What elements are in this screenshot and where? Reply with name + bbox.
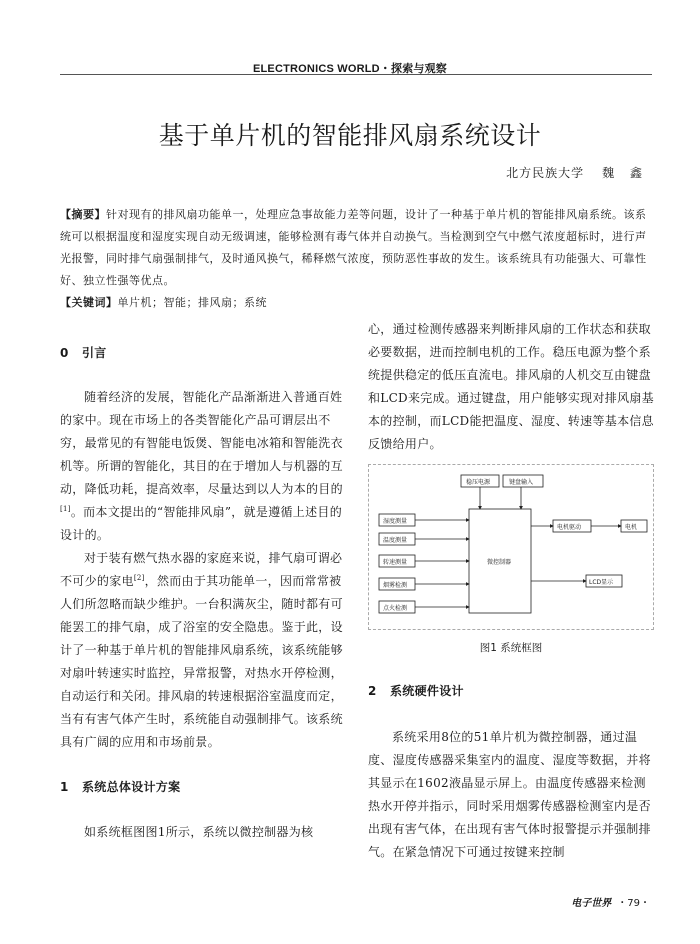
smoke-label: 烟雾检测 <box>383 582 408 589</box>
ignition-label: 点火检测 <box>383 605 408 612</box>
speed-label: 转速测量 <box>383 559 408 566</box>
citation-2: [2] <box>133 574 145 582</box>
abstract <box>60 204 654 314</box>
keyboard-label: 键盘输入 <box>509 479 534 486</box>
author-affiliation: 北方民族大学 <box>506 166 585 180</box>
design-paragraph-cont: 心，通过检测传感器来判断排风扇的工作状态和获取必要数据，进而控制电机的工作。稳压电源为整个系统提供稳定的低压直流电。排风扇的人机交互由键盘和LCD来完成。通过键盘，用户能够实现对排风扇基本的控制，而LCD能把温度、湿度、转速等基本信息反馈给用户。 <box>368 322 654 451</box>
journal-header: ELECTRONICS WORLD・探索与观察 <box>252 63 448 75</box>
right-column-bottom <box>368 680 654 864</box>
system-block-diagram <box>368 464 654 630</box>
keywords-text: 单片机；智能；排风扇；系统 <box>117 296 267 309</box>
author-name: 魏 鑫 <box>602 166 648 180</box>
power-supply-label: 稳压电源 <box>466 479 491 486</box>
figure-caption: 图1 系统框图 <box>479 642 543 654</box>
intro-p2-tail: ，然而由于其功能单一，因而常常被人们所忽略而缺少维护。一台积满灰尘，随时都有可能罢工的排气扇，成了浴室的安全隐患。鉴于此，设计了一种基于单片机的智能排风扇系统，该系统能够对扇叶转速实时监控，异常报警，对热水开停检测，自动运行和关闭。排风扇的转速根据浴室温度而定，当有有害气体产生时，系统能自动强制排气。该系统具有广阔的应用和市场前景。 <box>60 574 343 749</box>
left-column <box>60 342 344 844</box>
intro-paragraph-1 <box>60 386 344 547</box>
header-rule <box>60 74 652 75</box>
section-2-title: 系统硬件设计 <box>390 684 464 698</box>
design-paragraph: 如系统框图图1所示，系统以微控制器为核 <box>84 825 314 839</box>
block-diagram-svg <box>369 465 655 631</box>
intro-p1-text: 随着经济的发展，智能化产品渐渐进入普通百姓的家中。现在市场上的各类智能化产品可谓层出不穷，最常见的有智能电饭煲、智能电冰箱和智能洗衣机等。所谓的智能化，其目的在于增加人与机器的互动，降低功耗，提高效率，尽量达到以人为本的目的 <box>60 390 343 496</box>
motor-driver-label: 电机驱动 <box>557 524 582 531</box>
section-2-number: 2 <box>368 684 377 698</box>
section-0-heading <box>60 342 344 365</box>
page-footer <box>571 894 650 909</box>
section-1-title: 系统总体设计方案 <box>82 780 181 794</box>
hardware-paragraph: 系统采用8位的51单片机为微控制器，通过温度、湿度传感器采集室内的温度、湿度等数据，并将其显示在1602液晶显示屏上。由温度传感器来检测热水开停并指示，同时采用烟雾传感器检测室内是否出现有害气体，在出现有害气体时报警提示并强制排气。在紧急情况下可通过按键来控制 <box>368 730 651 859</box>
paper-title: 基于单片机的智能排风扇系统设计 <box>158 121 542 150</box>
footer-brand: 电子世界 <box>571 898 612 909</box>
temperature-label: 温度测量 <box>383 537 408 544</box>
keywords-label: 【关键词】 <box>60 296 118 309</box>
author-line <box>506 164 648 181</box>
abstract-text: 针对现有的排风扇功能单一，处理应急事故能力差等问题，设计了一种基于单片机的智能排风扇系统。该系统可以根据温度和湿度实现自动无级调速，能够检测有毒气体并自动换气。当检测到空气中燃气浓度超标时，进行声光报警，同时排气扇强制排气，及时通风换气，稀释燃气浓度，预防恶性事故的发生。该系统具有功能强大、可靠性好、独立性强等优点。 <box>60 208 647 287</box>
right-column-top <box>368 318 654 456</box>
intro-p2-text: 对于装有燃气热水器的家庭来说，排气扇可谓必不可少的家电 <box>60 551 343 588</box>
section-2-heading <box>368 680 654 703</box>
section-1-number: 1 <box>60 780 69 794</box>
mcu-label: 微控制器 <box>487 559 512 566</box>
section-1-heading <box>60 776 344 799</box>
section-0-number: 0 <box>60 346 69 360</box>
motor-label: 电机 <box>625 524 638 531</box>
lcd-label: LCD显示 <box>589 579 614 586</box>
intro-p1-tail: 。而本文提出的“智能排风扇”，就是遵循上述目的设计的。 <box>60 505 342 542</box>
intro-paragraph-2 <box>60 547 344 754</box>
citation-1: [1] <box>60 505 71 513</box>
humidity-label: 湿度测量 <box>383 518 408 525</box>
page-number: ・79・ <box>617 898 650 909</box>
section-0-title: 引言 <box>82 346 107 360</box>
abstract-label: 【摘要】 <box>60 208 106 221</box>
